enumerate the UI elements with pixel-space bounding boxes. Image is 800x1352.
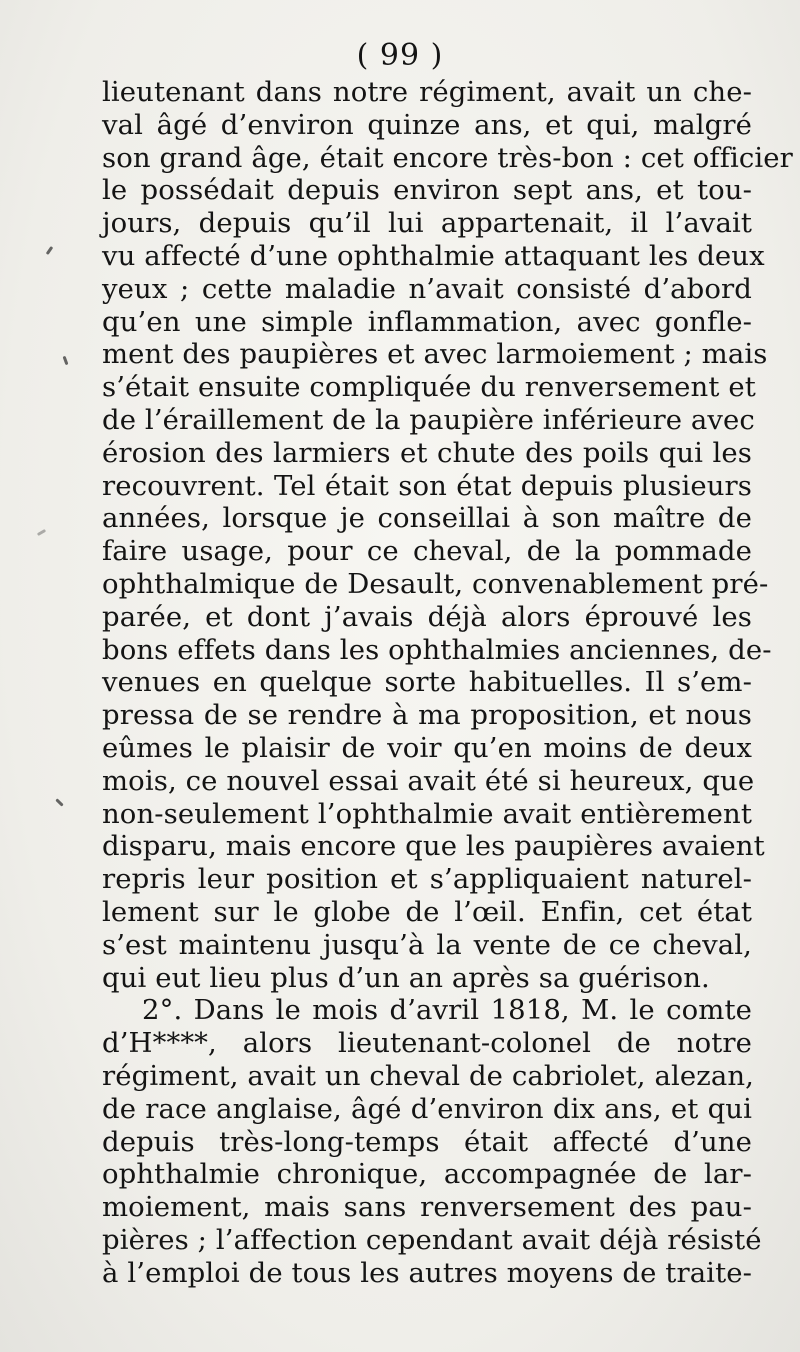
text-line: moiement, mais sans renversement des pau- (102, 1191, 752, 1224)
text-line: depuis très-long-temps était affecté d’une (102, 1125, 752, 1158)
text-line: parée, et dont j’avais déjà alors éprouvé les (102, 600, 752, 633)
text-line: de race anglaise, âgé d’environ dix ans, et qui (102, 1092, 752, 1125)
text-line: jours, depuis qu’il lui appartenait, il l’avait (102, 207, 752, 240)
paragraph-end-line: qui eut lieu plus d’un an après sa guérison. (102, 961, 710, 994)
text-line: lement sur le globe de l’œil. Enfin, cet état (102, 895, 752, 928)
paragraph-start-line: 2°. Dans le mois d’avril 1818, M. le comte (142, 994, 752, 1027)
margin-speck (63, 356, 69, 365)
text-line: le possédait depuis environ sept ans, et tou- (102, 174, 752, 207)
text-line: mois, ce nouvel essai avait été si heureux, que (102, 764, 755, 797)
text-line: ment des paupières et avec larmoiement ; mais (102, 338, 768, 371)
text-line: qu’en une simple inflammation, avec gonfle- (102, 305, 752, 338)
text-line: érosion des larmiers et chute des poils qui les (102, 436, 752, 469)
text-line: disparu, mais encore que les paupières avaient (102, 830, 765, 863)
text-line: à l’emploi de tous les autres moyens de traite- (102, 1256, 752, 1289)
text-line: s’est maintenu jusqu’à la vente de ce cheval, (102, 928, 752, 961)
margin-speck (46, 246, 54, 255)
text-line: vu affecté d’une ophthalmie attaquant les deux (102, 239, 765, 272)
text-line: son grand âge, était encore très-bon : cet officier (102, 141, 793, 174)
text-line: venues en quelque sorte habituelles. Il s’em- (102, 666, 752, 699)
text-line: val âgé d’environ quinze ans, et qui, malgré (102, 108, 752, 141)
text-line: repris leur position et s’appliquaient naturel- (102, 863, 752, 896)
text-line: de l’éraillement de la paupière inférieure avec (102, 403, 755, 436)
text-line: d’H****, alors lieutenant-colonel de notre (102, 1027, 752, 1060)
text-line: pressa de se rendre à ma proposition, et nous (102, 699, 752, 732)
text-line: ophthalmie chronique, accompagnée de lar- (102, 1158, 752, 1191)
page-number: ( 99 ) (356, 38, 444, 73)
margin-speck (37, 529, 46, 536)
text-line: régiment, avait un cheval de cabriolet, alezan, (102, 1059, 754, 1092)
text-line: lieutenant dans notre régiment, avait un che- (102, 76, 752, 108)
text-line: années, lorsque je conseillai à son maître de (102, 502, 752, 535)
text-line: s’était ensuite compliquée du renversement et (102, 371, 756, 404)
text-line: pières ; l’affection cependant avait déjà résisté (102, 1223, 762, 1256)
text-line: non-seulement l’ophthalmie avait entièrement (102, 797, 752, 830)
margin-speck (55, 798, 63, 806)
text-line: recouvrent. Tel était son état depuis plusieurs (102, 469, 752, 502)
text-line: faire usage, pour ce cheval, de la pommade (102, 535, 752, 568)
text-line: bons effets dans les ophthalmies anciennes, de- (102, 633, 772, 666)
body-text (102, 76, 793, 1289)
text-line: eûmes le plaisir de voir qu’en moins de deux (102, 731, 752, 764)
text-line: ophthalmique de Desault, convenablement pré- (102, 567, 769, 600)
text-line: yeux ; cette maladie n’avait consisté d’abord (102, 272, 752, 305)
